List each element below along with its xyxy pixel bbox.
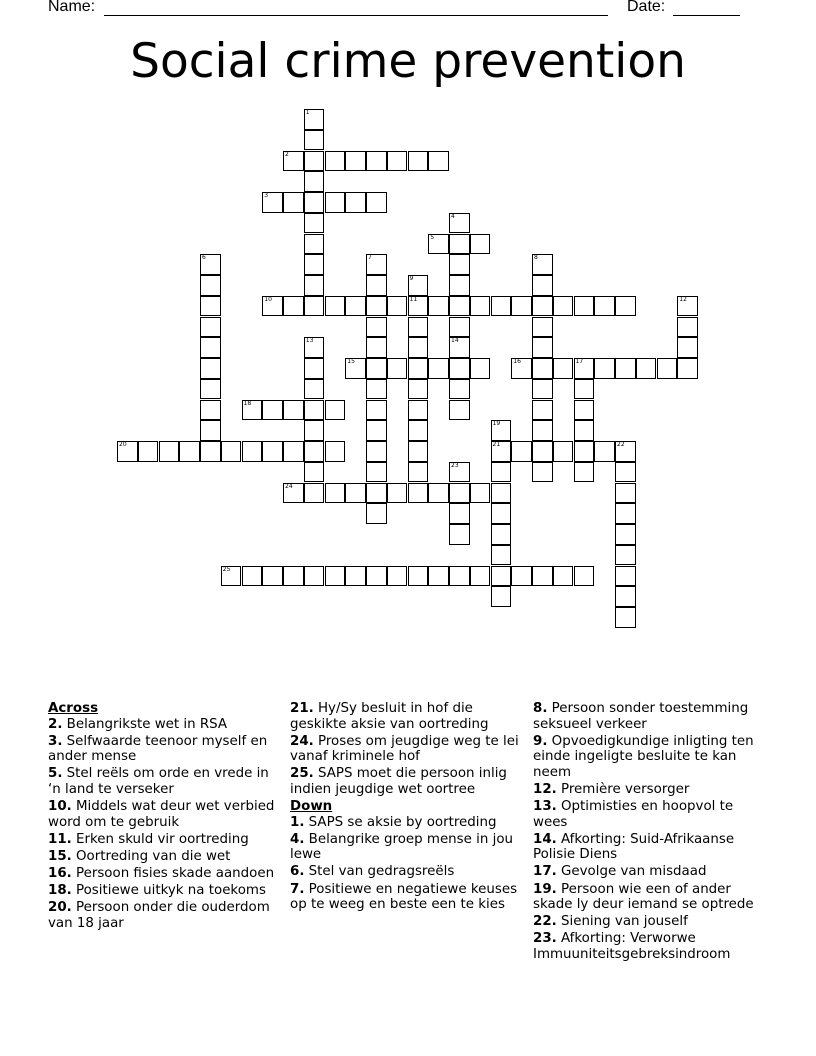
crossword-cell[interactable] (532, 254, 553, 275)
clue-item-number: 10. (48, 799, 72, 815)
clue-item (533, 701, 768, 732)
clue-item-number: 22. (533, 914, 557, 930)
clue-item-number: 13. (533, 799, 557, 815)
crossword-cell[interactable] (491, 420, 512, 441)
crossword-cell[interactable] (449, 566, 470, 587)
crossword-cell[interactable] (491, 566, 512, 587)
crossword-cell[interactable] (304, 379, 325, 400)
crossword-cell[interactable] (532, 566, 553, 587)
crossword-cell[interactable] (677, 337, 698, 358)
crossword-cell[interactable] (574, 358, 595, 379)
crossword-cell[interactable] (511, 566, 532, 587)
crossword-cell[interactable] (574, 566, 595, 587)
crossword-cell[interactable] (387, 151, 408, 172)
clue-item-number: 3. (48, 733, 63, 749)
clue-item-text: Afkorting: Verworwe Immuuniteitsgebreksindroom (533, 931, 731, 962)
crossword-cell[interactable] (408, 566, 429, 587)
clue-item (533, 782, 768, 798)
clue-number: 16 (513, 358, 521, 365)
crossword-cell[interactable] (574, 379, 595, 400)
crossword-cell[interactable] (408, 317, 429, 338)
crossword-cell[interactable] (325, 192, 346, 213)
clue-item (290, 766, 525, 797)
crossword-cell[interactable] (366, 566, 387, 587)
crossword-cell[interactable] (304, 275, 325, 296)
clue-item-number: 18. (48, 883, 72, 899)
clue-item-text: Middels wat deur wet verbied word om te gebruik (48, 799, 275, 830)
crossword-cell[interactable] (283, 296, 304, 317)
crossword-cell[interactable] (553, 296, 574, 317)
crossword-cell[interactable] (594, 358, 615, 379)
crossword-cell[interactable] (408, 296, 429, 317)
crossword-cell[interactable] (532, 317, 553, 338)
crossword-cell[interactable] (325, 566, 346, 587)
clue-item (290, 832, 525, 863)
clue-item (290, 734, 525, 765)
crossword-cell[interactable] (449, 483, 470, 504)
crossword-cell[interactable] (304, 130, 325, 151)
clue-item-number: 14. (533, 831, 557, 847)
crossword-cell[interactable] (304, 400, 325, 421)
crossword-cell[interactable] (470, 234, 491, 255)
clue-item-number: 7. (290, 881, 305, 897)
crossword-cell[interactable] (408, 337, 429, 358)
crossword-cell[interactable] (408, 462, 429, 483)
crossword-cell[interactable] (428, 566, 449, 587)
date-label: Date: (627, 0, 666, 15)
crossword-cell[interactable] (366, 192, 387, 213)
crossword-cell[interactable] (325, 483, 346, 504)
crossword-cell[interactable] (366, 151, 387, 172)
clue-item-number: 19. (533, 881, 557, 897)
clue-item-number: 15. (48, 848, 72, 864)
name-label: Name: (48, 0, 96, 15)
crossword-cell[interactable] (283, 400, 304, 421)
crossword-cell[interactable] (470, 483, 491, 504)
crossword-cell[interactable] (200, 254, 221, 275)
clue-item-text: Erken skuld vir oortreding (71, 831, 249, 847)
crossword-cell[interactable] (553, 566, 574, 587)
clue-item-text: Positiewe uitkyk na toekoms (71, 883, 266, 899)
crossword-cell[interactable] (304, 358, 325, 379)
crossword-cell[interactable] (408, 400, 429, 421)
clue-item-number: 20. (48, 900, 72, 916)
clue-number: 21 (492, 441, 501, 448)
crossword-cell[interactable] (366, 379, 387, 400)
clue-item (533, 799, 768, 830)
crossword-cell[interactable] (615, 607, 636, 628)
crossword-cell[interactable] (283, 441, 304, 462)
clue-number: 1 (305, 109, 310, 116)
crossword-cell[interactable] (366, 317, 387, 338)
clue-item-number: 1. (290, 814, 305, 830)
crossword-cell[interactable] (325, 151, 346, 172)
crossword-cell[interactable] (470, 358, 491, 379)
down-heading: Down (290, 799, 333, 815)
page-title: Social crime prevention (130, 34, 686, 89)
crossword-cell[interactable] (242, 566, 263, 587)
crossword-cell[interactable] (491, 545, 512, 566)
clue-item-text: Hy/Sy besluit in hof die geskikte aksie van oortreding (290, 701, 489, 732)
clue-item-text: Afkorting: Suid-Afrikaanse Polisie Diens (533, 831, 735, 863)
crossword-cell[interactable] (387, 566, 408, 587)
crossword-cell[interactable] (615, 586, 636, 607)
crossword-cell[interactable] (615, 545, 636, 566)
clue-item (290, 882, 525, 913)
crossword-cell[interactable] (532, 462, 553, 483)
clue-number: 7 (368, 254, 372, 262)
crossword-cell[interactable] (532, 296, 553, 317)
crossword-cell[interactable] (304, 337, 325, 358)
clue-item-text: Persoon fisies skade aandoen (71, 865, 275, 881)
crossword-cell[interactable] (615, 296, 636, 317)
clue-item (48, 832, 283, 848)
clue-number: 22 (617, 441, 625, 448)
crossword-cell[interactable] (262, 192, 283, 213)
crossword-cell[interactable] (304, 213, 325, 234)
crossword-cell[interactable] (325, 400, 346, 421)
crossword-cell[interactable] (615, 524, 636, 545)
clue-item (48, 799, 283, 830)
crossword-cell[interactable] (657, 358, 678, 379)
crossword-cell[interactable] (511, 441, 532, 462)
clue-item-text: Opvoedigkundige inligting ten einde ingeligte besluite te kan neem (533, 733, 754, 780)
crossword-cell[interactable] (283, 483, 304, 504)
clue-item-text: Belangrikste wet in RSA (62, 716, 228, 732)
crossword-cell[interactable] (325, 296, 346, 317)
clue-number: 19 (492, 420, 501, 428)
clue-item-text: Persoon wie een of ander skade ly deur iemand se optrede (533, 881, 754, 913)
clue-item-number: 6. (290, 864, 305, 880)
clue-item-number: 25. (290, 766, 314, 782)
crossword-cell[interactable] (449, 358, 470, 379)
crossword-cell[interactable] (428, 151, 449, 172)
clue-item-text: Oortreding van die wet (71, 848, 231, 864)
clue-item (533, 864, 768, 880)
crossword-cell[interactable] (574, 462, 595, 483)
crossword-cell[interactable] (532, 358, 553, 379)
crossword-cell[interactable] (200, 275, 221, 296)
crossword-cell[interactable] (200, 400, 221, 421)
clue-item (533, 832, 768, 863)
crossword-cell[interactable] (449, 296, 470, 317)
crossword-cell[interactable] (491, 524, 512, 545)
crossword-cell[interactable] (615, 358, 636, 379)
crossword-cell[interactable] (200, 441, 221, 462)
clue-item-number: 8. (533, 701, 548, 716)
clue-item-number: 17. (533, 864, 557, 880)
crossword-cell[interactable] (428, 483, 449, 504)
crossword-cell[interactable] (553, 358, 574, 379)
crossword-cell[interactable] (449, 524, 470, 545)
crossword-cell[interactable] (636, 358, 657, 379)
crossword-cell[interactable] (387, 483, 408, 504)
crossword-cell[interactable] (200, 296, 221, 317)
clue-number: 17 (575, 358, 584, 365)
crossword-cell[interactable] (449, 234, 470, 255)
clue-item (48, 766, 283, 797)
crossword-cell[interactable] (304, 234, 325, 255)
crossword-cell[interactable] (262, 296, 283, 317)
clue-number: 15 (347, 358, 355, 365)
crossword-cell[interactable] (200, 358, 221, 379)
crossword-cell[interactable] (491, 503, 512, 524)
crossword-cell[interactable] (117, 441, 138, 462)
crossword-cell[interactable] (470, 566, 491, 587)
crossword-cell[interactable] (615, 441, 636, 462)
clue-number: 14 (451, 337, 459, 345)
clue-number: 2 (285, 150, 289, 158)
clues-column-1 (48, 701, 283, 933)
crossword-cell[interactable] (200, 337, 221, 358)
clue-item-number: 2. (48, 716, 63, 732)
clue-item-number: 12. (533, 781, 557, 797)
crossword-cell[interactable] (366, 296, 387, 317)
clue-item-text: Proses om jeugdige weg te lei vanaf kriminele hof (290, 733, 519, 765)
clue-item (533, 914, 768, 930)
crossword-cell[interactable] (242, 441, 263, 462)
across-heading: Across (48, 701, 99, 716)
clue-item-number: 11. (48, 831, 72, 847)
crossword-cell[interactable] (449, 503, 470, 524)
clue-item-text: Belangrike groep mense in jou lewe (290, 831, 514, 863)
clues-column-3 (533, 701, 768, 964)
crossword-cell[interactable] (408, 275, 429, 296)
crossword-cell[interactable] (366, 358, 387, 379)
crossword-cell[interactable] (200, 420, 221, 441)
crossword-cell[interactable] (366, 400, 387, 421)
crossword-cell[interactable] (221, 441, 242, 462)
crossword-cell[interactable] (304, 420, 325, 441)
clue-item-text: Persoon sonder toestemming seksueel verkeer (533, 701, 749, 732)
crossword-cell[interactable] (532, 275, 553, 296)
crossword-cell[interactable] (200, 379, 221, 400)
clue-number: 3 (264, 192, 269, 199)
crossword-cell[interactable] (532, 420, 553, 441)
clue-number: 12 (679, 295, 687, 303)
crossword-cell[interactable] (574, 420, 595, 441)
clue-item-text: SAPS moet die persoon inlig indien jeugdige wet oortree (290, 766, 507, 797)
crossword-cell[interactable] (304, 296, 325, 317)
clue-number: 20 (119, 441, 127, 448)
crossword-cell[interactable] (574, 441, 595, 462)
crossword-cell[interactable] (532, 441, 553, 462)
crossword-cell[interactable] (366, 254, 387, 275)
crossword-cell[interactable] (532, 400, 553, 421)
crossword-cell[interactable] (345, 566, 366, 587)
clue-item (48, 883, 283, 899)
clue-item (48, 900, 283, 931)
crossword-cell[interactable] (366, 337, 387, 358)
clue-item-text: Optimisties en hoopvol te wees (533, 799, 734, 830)
clue-number: 18 (243, 399, 252, 407)
clue-item (290, 815, 525, 831)
crossword-cell[interactable] (345, 151, 366, 172)
crossword-cell[interactable] (366, 441, 387, 462)
clue-item (533, 734, 768, 781)
crossword-cell[interactable] (304, 171, 325, 192)
crossword-cell[interactable] (408, 151, 429, 172)
clue-number: 8 (534, 254, 538, 262)
clue-item (48, 866, 283, 882)
crossword-cell[interactable] (491, 483, 512, 504)
clue-item-text: Siening van jouself (556, 914, 688, 930)
clue-item-text: Première versorger (556, 781, 690, 797)
crossword-cell[interactable] (408, 483, 429, 504)
clue-item-number: 9. (533, 733, 548, 749)
crossword-cell[interactable] (449, 317, 470, 338)
crossword-cell[interactable] (387, 358, 408, 379)
crossword-cell[interactable] (408, 441, 429, 462)
crossword-cell[interactable] (470, 296, 491, 317)
crossword-cell[interactable] (615, 503, 636, 524)
clue-number: 11 (409, 295, 418, 303)
clue-item (290, 864, 525, 880)
clue-item (48, 734, 283, 765)
crossword-cell[interactable] (574, 400, 595, 421)
clue-item-text: Positiewe en negatiewe keuses op te weeg en beste een te kies (290, 881, 518, 913)
crossword-cell[interactable] (408, 379, 429, 400)
clue-item (48, 717, 283, 733)
crossword-cell[interactable] (304, 109, 325, 130)
crossword-cell[interactable] (428, 296, 449, 317)
crossword-cell[interactable] (387, 296, 408, 317)
crossword-cell[interactable] (366, 462, 387, 483)
crossword-cell[interactable] (449, 275, 470, 296)
clue-item (290, 701, 525, 732)
clue-item (48, 849, 283, 865)
clue-number: 4 (451, 212, 455, 220)
crossword-cell[interactable] (594, 441, 615, 462)
crossword-cell[interactable] (345, 296, 366, 317)
crossword-cell[interactable] (532, 337, 553, 358)
clue-item (533, 931, 768, 962)
clue-number: 9 (409, 275, 414, 282)
crossword-cell[interactable] (408, 420, 429, 441)
clue-item-text: Stel van gedragsreëls (304, 864, 455, 880)
clue-number: 6 (202, 254, 206, 262)
clue-number: 10 (264, 295, 272, 303)
clue-item-number: 16. (48, 865, 72, 881)
crossword-cell[interactable] (262, 566, 283, 587)
crossword-cell[interactable] (283, 192, 304, 213)
crossword-cell[interactable] (428, 358, 449, 379)
crossword-cell[interactable] (511, 358, 532, 379)
crossword-cell[interactable] (138, 441, 159, 462)
crossword-cell[interactable] (304, 192, 325, 213)
crossword-cell[interactable] (615, 462, 636, 483)
crossword-cell[interactable] (574, 296, 595, 317)
crossword-cell[interactable] (449, 400, 470, 421)
crossword-cell[interactable] (449, 213, 470, 234)
crossword-cell[interactable] (304, 483, 325, 504)
crossword-cell[interactable] (615, 483, 636, 504)
crossword-cell[interactable] (345, 192, 366, 213)
crossword-cell[interactable] (428, 234, 449, 255)
crossword-cell[interactable] (283, 151, 304, 172)
crossword-cell[interactable] (677, 358, 698, 379)
crossword-cell[interactable] (408, 358, 429, 379)
clue-number: 25 (222, 565, 231, 573)
crossword-cell[interactable] (304, 566, 325, 587)
clue-item-number: 5. (48, 766, 63, 782)
crossword-cell[interactable] (366, 420, 387, 441)
crossword-cell[interactable] (449, 254, 470, 275)
clue-number: 24 (285, 482, 293, 490)
crossword-cell[interactable] (262, 441, 283, 462)
crossword-cell[interactable] (491, 441, 512, 462)
clue-item-text: Selfwaarde teenoor myself en ander mense (48, 733, 268, 765)
clue-number: 13 (305, 337, 314, 345)
crossword-cell[interactable] (200, 317, 221, 338)
crossword-cell[interactable] (449, 337, 470, 358)
crossword-cell[interactable] (179, 441, 200, 462)
clue-item-number: 24. (290, 733, 314, 749)
crossword-cell[interactable] (221, 566, 242, 587)
clue-item-text: Persoon onder die ouderdom van 18 jaar (48, 900, 270, 931)
clue-item (533, 882, 768, 913)
crossword-cell[interactable] (242, 400, 263, 421)
crossword-cell[interactable] (345, 358, 366, 379)
crossword-cell[interactable] (511, 296, 532, 317)
crossword-cell[interactable] (262, 400, 283, 421)
crossword-cell[interactable] (304, 441, 325, 462)
clue-number: 23 (451, 461, 459, 469)
clue-item-number: 4. (290, 831, 305, 847)
crossword-cell[interactable] (532, 379, 553, 400)
crossword-cell[interactable] (553, 441, 574, 462)
crossword-cell[interactable] (615, 566, 636, 587)
clue-item-text: Gevolge van misdaad (556, 864, 707, 880)
crossword-cell[interactable] (283, 566, 304, 587)
crossword-cell[interactable] (366, 503, 387, 524)
crossword-cell[interactable] (345, 483, 366, 504)
clue-number: 5 (430, 233, 435, 241)
clues-column-2 (290, 701, 525, 914)
crossword-cell[interactable] (325, 441, 346, 462)
clue-item-text: SAPS se aksie by oortreding (304, 814, 497, 830)
clue-item-text: Stel reëls om orde en vrede in ‘n land te verseker (48, 766, 269, 797)
crossword-cell[interactable] (304, 151, 325, 172)
crossword-cell[interactable] (677, 296, 698, 317)
crossword-cell[interactable] (594, 296, 615, 317)
crossword-cell[interactable] (449, 379, 470, 400)
crossword-cell[interactable] (449, 462, 470, 483)
crossword-cell[interactable] (304, 462, 325, 483)
crossword-cell[interactable] (366, 275, 387, 296)
crossword-cell[interactable] (491, 296, 512, 317)
crossword-cell[interactable] (159, 441, 180, 462)
crossword-cell[interactable] (491, 586, 512, 607)
crossword-cell[interactable] (304, 254, 325, 275)
crossword-cell[interactable] (366, 483, 387, 504)
clue-item-number: 23. (533, 931, 557, 947)
clue-item-number: 21. (290, 701, 314, 716)
crossword-cell[interactable] (677, 317, 698, 338)
crossword-cell[interactable] (491, 462, 512, 483)
